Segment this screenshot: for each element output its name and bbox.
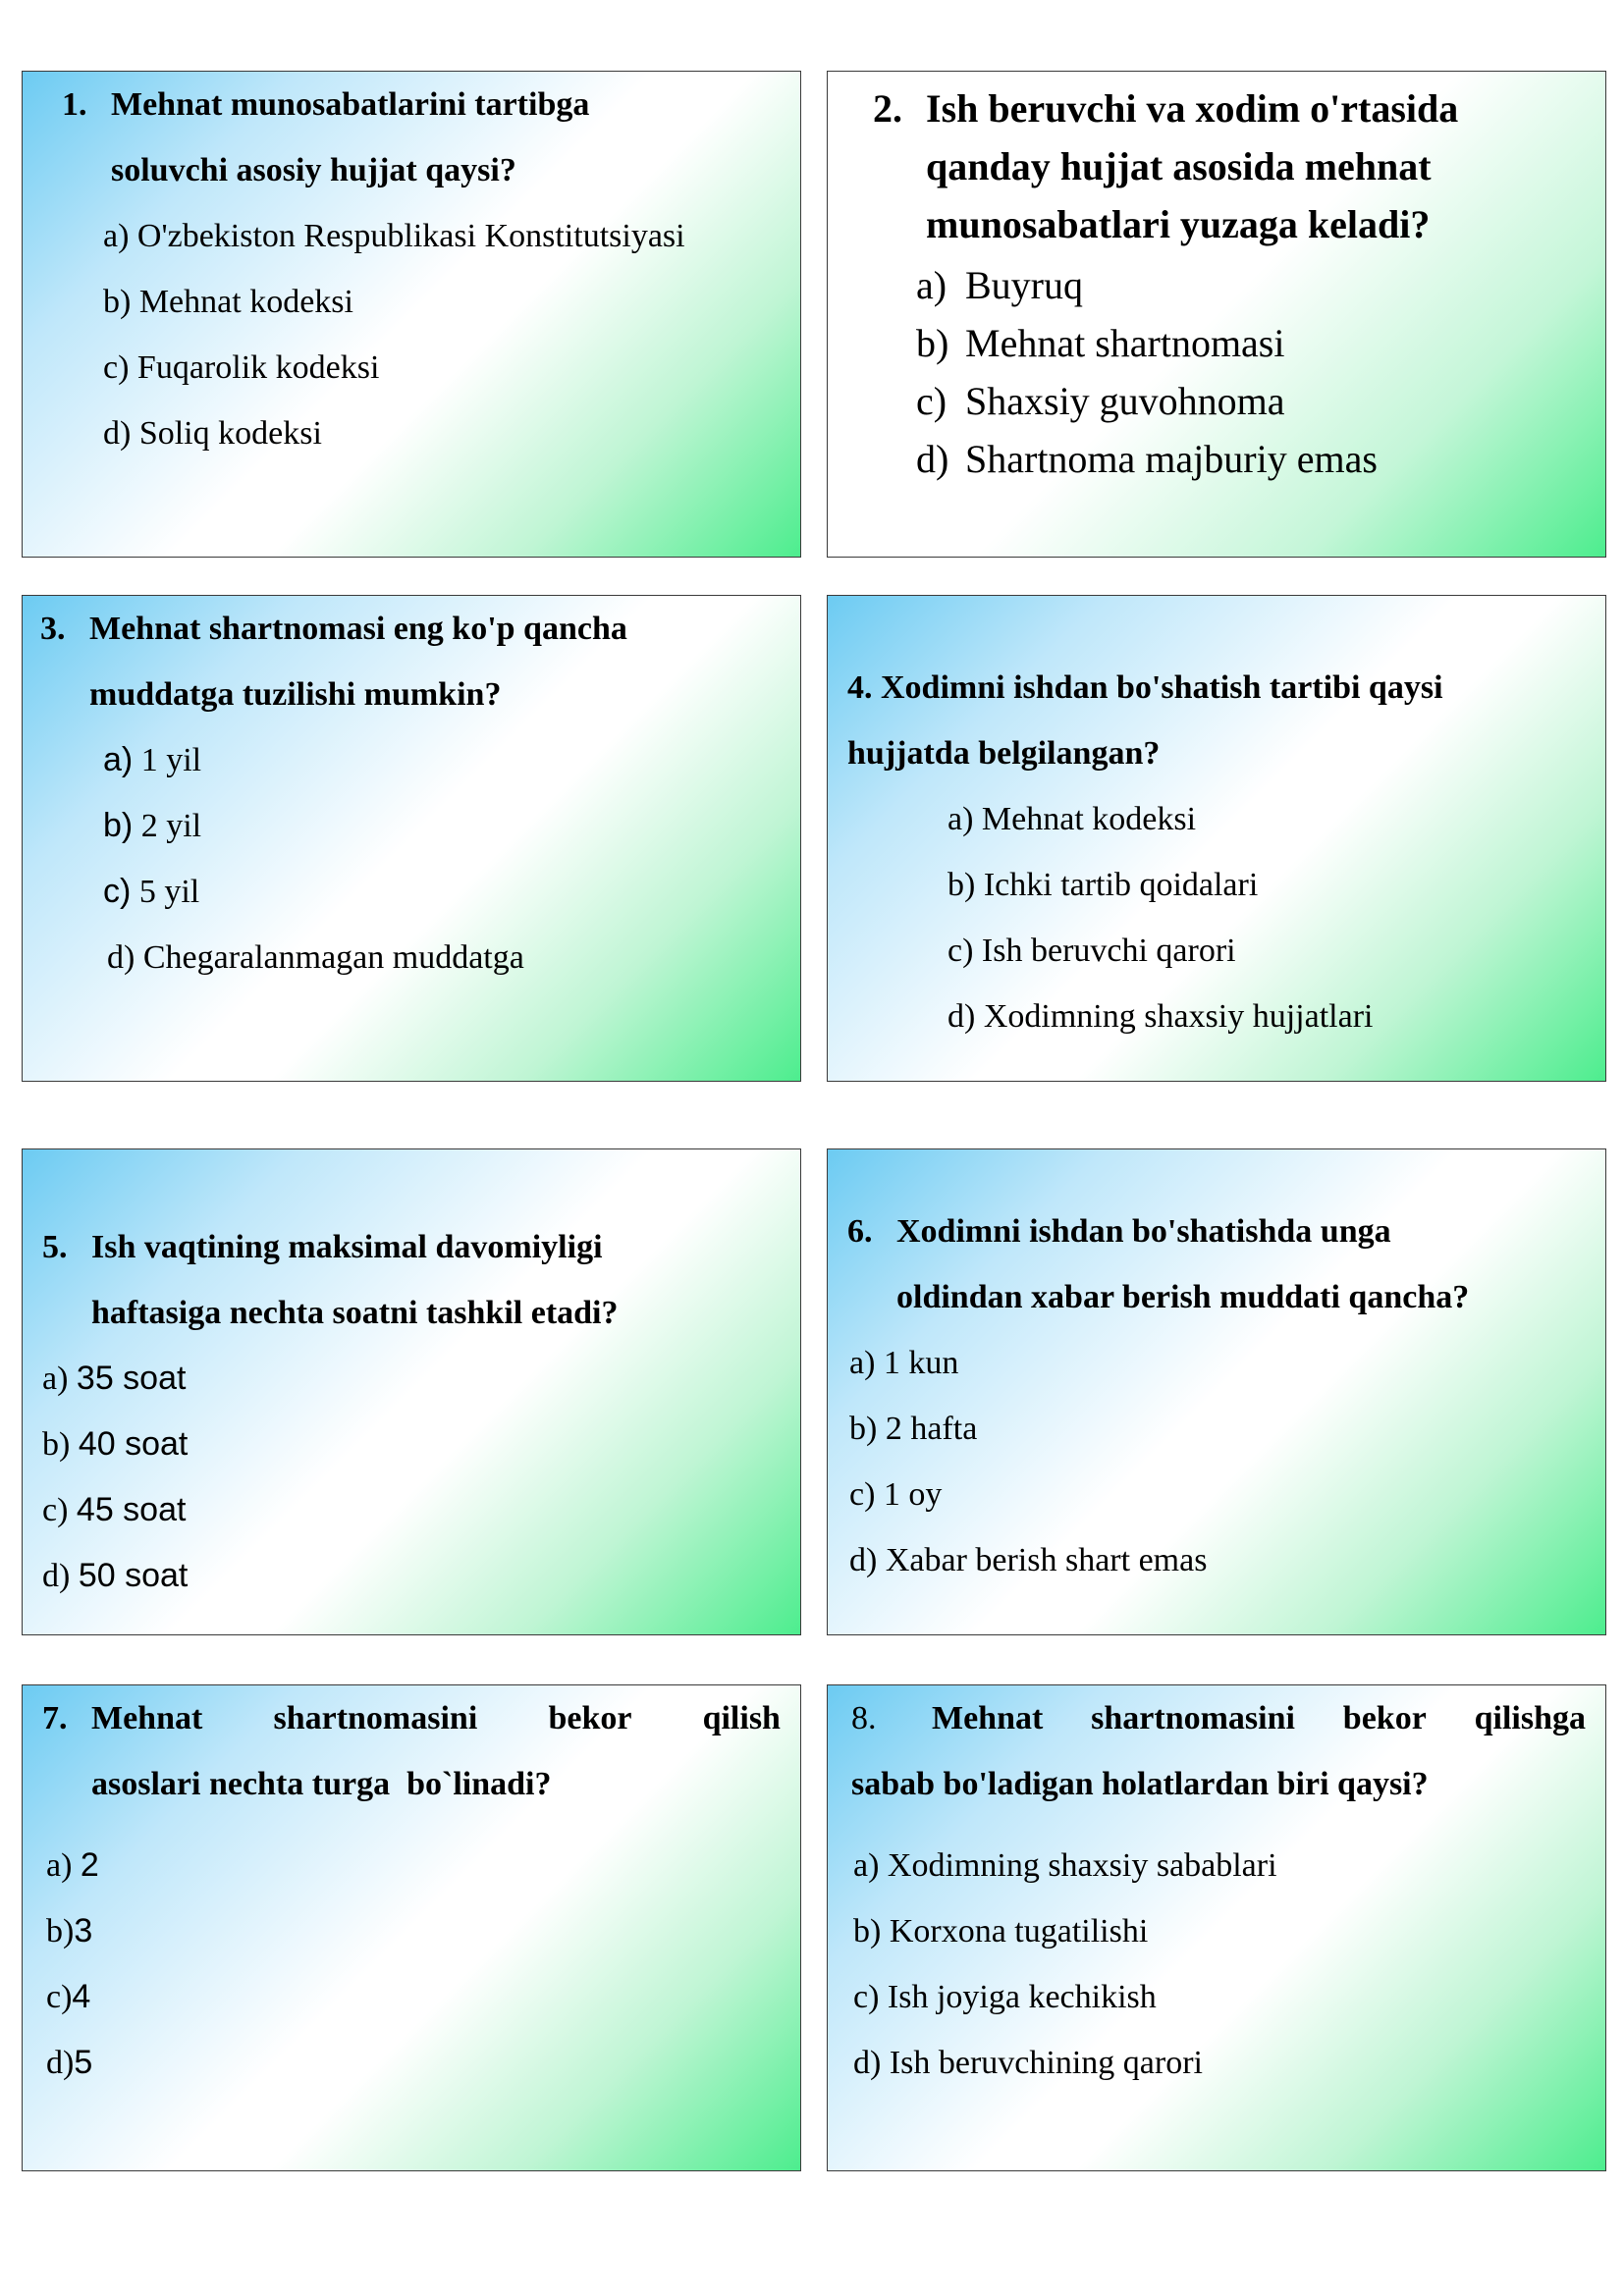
question-text	[42, 1214, 619, 1346]
option-a: a) 2	[46, 1846, 99, 1884]
option-c: c) 1 oy	[849, 1476, 943, 1513]
question-card-5	[22, 1148, 801, 1635]
question-line-2: soluvchi asosiy hujjat qaysi?	[111, 152, 516, 188]
question-line-1: 7. Mehnat shartnomasini bekor qilish	[42, 1685, 781, 1751]
question-line-1: Mehnat munosabatlarini tartibga	[111, 86, 590, 123]
option-a: a) 1 kun	[849, 1345, 959, 1381]
question-line-2: hujjatda belgilangan?	[847, 735, 1161, 772]
option-a: a) Mehnat kodeksi	[947, 801, 1197, 837]
option-c: c) Ish joyiga kechikish	[853, 1979, 1157, 2015]
question-line-3: munosabatlari yuzaga keladi?	[926, 202, 1431, 246]
option-d: d) Chegaralanmagan muddatga	[107, 939, 524, 976]
question-number: 1.	[62, 86, 87, 123]
question-line-2: sabab bo'ladigan holatlardan biri qaysi?	[851, 1766, 1429, 1802]
option-c: c) Shaxsiy guvohnoma	[916, 379, 1285, 423]
option-d: d) Ish beruvchining qarori	[853, 2045, 1203, 2081]
question-line-1: Xodimni ishdan bo'shatish tartibi qaysi	[881, 669, 1443, 706]
option-a: a) 35 soat	[42, 1360, 187, 1397]
question-text	[847, 1199, 1469, 1330]
question-card-8	[827, 1684, 1606, 2171]
option-b: b) 40 soat	[42, 1425, 189, 1463]
question-text	[40, 596, 627, 727]
option-b: b) 2 hafta	[849, 1411, 978, 1447]
question-card-6	[827, 1148, 1606, 1635]
question-line-1: 8. Mehnat shartnomasini bekor qilishga	[851, 1685, 1586, 1751]
option-c: c) Fuqarolik kodeksi	[103, 349, 380, 386]
option-c: c) Ish beruvchi qarori	[947, 933, 1236, 969]
option-b: b) Korxona tugatilishi	[853, 1913, 1149, 1949]
option-b: b)3	[46, 1912, 93, 1949]
question-line-2: haftasiga nechta soatni tashkil etadi?	[91, 1295, 619, 1331]
question-number: 5.	[42, 1229, 68, 1265]
question-text	[42, 1685, 781, 1817]
option-b: b) 2 yil	[103, 807, 202, 844]
question-line-1: Xodimni ishdan bo'shatishda unga	[896, 1213, 1391, 1250]
option-d: d) Xabar berish shart emas	[849, 1542, 1208, 1578]
question-number: 3.	[40, 611, 66, 647]
option-a: a) 1 yil	[103, 741, 202, 778]
option-a: a) Buyruq	[916, 263, 1083, 307]
question-number: 2.	[873, 86, 902, 131]
question-card-1	[22, 71, 801, 558]
question-text	[873, 80, 1458, 253]
question-line-1: Ish beruvchi va xodim o'rtasida	[926, 86, 1459, 131]
option-a: a) O'zbekiston Respublikasi Konstitutsiyasi	[103, 218, 685, 254]
option-d: d)5	[46, 2044, 93, 2081]
question-line-1: Mehnat shartnomasi eng ko'p qancha	[89, 611, 627, 647]
option-b: b) Mehnat shartnomasi	[916, 321, 1285, 365]
question-text	[847, 655, 1443, 786]
option-d: d) Shartnoma majburiy emas	[916, 437, 1378, 481]
question-text	[62, 72, 589, 203]
question-line-2: muddatga tuzilishi mumkin?	[89, 676, 502, 713]
option-b: b) Ichki tartib qoidalari	[947, 867, 1259, 903]
option-c: c)4	[46, 1978, 91, 2015]
question-number: 8. Mehnat	[851, 1700, 1044, 1736]
question-number: 7. Mehnat	[42, 1700, 203, 1736]
question-line-2: oldindan xabar berish muddati qancha?	[896, 1279, 1470, 1315]
option-c: c) 45 soat	[42, 1491, 187, 1528]
question-number: 4.	[847, 669, 873, 706]
question-card-4	[827, 595, 1606, 1082]
question-text	[851, 1685, 1586, 1817]
option-c: c) 5 yil	[103, 873, 200, 910]
option-b: b) Mehnat kodeksi	[103, 284, 353, 320]
option-d: d) Xodimning shaxsiy hujjatlari	[947, 998, 1374, 1035]
question-line-2: asoslari nechta turga bo`linadi?	[91, 1766, 552, 1802]
option-d: d) 50 soat	[42, 1557, 189, 1594]
question-line-2: qanday hujjat asosida mehnat	[926, 144, 1432, 188]
question-card-7	[22, 1684, 801, 2171]
option-d: d) Soliq kodeksi	[103, 415, 322, 452]
question-line-1: Ish vaqtining maksimal davomiyligi	[91, 1229, 603, 1265]
option-a: a) Xodimning shaxsiy sabablari	[853, 1847, 1277, 1884]
question-card-2	[827, 71, 1606, 558]
question-card-3	[22, 595, 801, 1082]
question-number: 6.	[847, 1213, 873, 1250]
